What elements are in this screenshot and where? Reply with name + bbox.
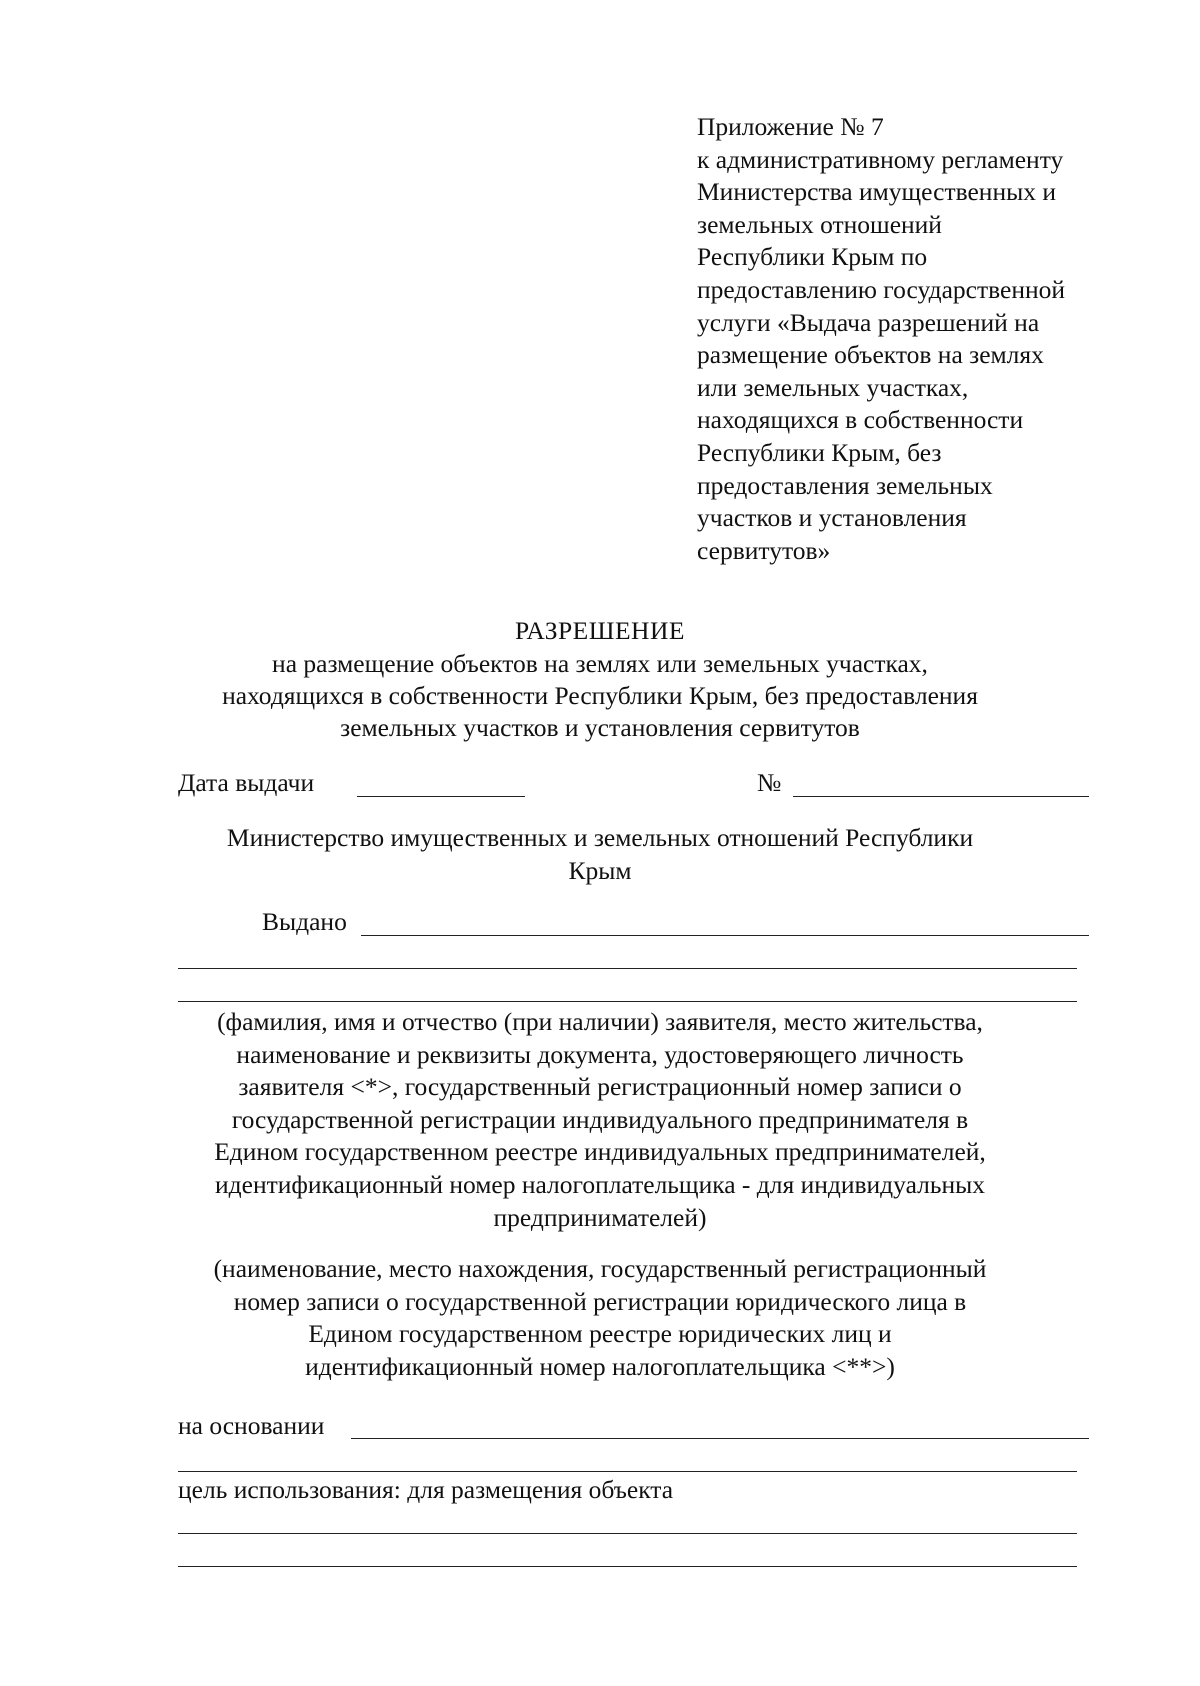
issue-date-label: Дата выдачи [178, 768, 315, 797]
appendix-line: земельных отношений [697, 209, 942, 239]
appendix-line: размещение объектов на землях [697, 340, 1044, 370]
basis-field[interactable] [351, 1438, 1089, 1439]
appendix-line: участков и установления [697, 503, 967, 533]
issued-to-label: Выдано [262, 907, 347, 936]
ministry-name-line: Министерство имущественных и земельных отношений Республики [226, 823, 974, 852]
document-subtitle-line: земельных участков и установления сервитутов [340, 713, 860, 742]
issued-to-field[interactable] [361, 935, 1089, 936]
note-line: заявителя <*>, государственный регистрационный номер записи о [238, 1072, 962, 1102]
appendix-line: Министерства имущественных и [697, 177, 1056, 207]
legal-entity-applicant-note [0, 1253, 1200, 1383]
appendix-line: Республики Крым, без [697, 437, 942, 467]
note-line: государственной регистрации индивидуального предпринимателя в [231, 1104, 969, 1134]
basis-field-line-2[interactable] [178, 1471, 1077, 1472]
note-line: предпринимателей) [493, 1202, 707, 1232]
document-subtitle-line: на размещение объектов на землях или земельных участках, [272, 649, 928, 678]
note-line: Едином государственном реестре юридических лиц и [308, 1319, 892, 1349]
usage-purpose-label: цель использования: для размещения объекта [178, 1475, 674, 1504]
appendix-line: Республики Крым по [697, 242, 928, 272]
permit-number-label: № [757, 768, 782, 797]
appendix-line: услуги «Выдача разрешений на [697, 307, 1040, 337]
note-line: идентификационный номер налогоплательщика <**>) [305, 1351, 895, 1381]
appendix-block [697, 111, 1065, 567]
usage-purpose-field[interactable] [178, 1533, 1077, 1534]
appendix-line: или земельных участках, [697, 372, 969, 402]
note-line: номер записи о государственной регистрации юридического лица в [233, 1286, 967, 1316]
appendix-line: Приложение № 7 [697, 112, 884, 141]
ministry-name-line: Крым [568, 856, 632, 885]
appendix-line: предоставлению государственной [697, 274, 1066, 304]
issue-date-field[interactable] [357, 796, 525, 797]
usage-purpose-field-line-2[interactable] [178, 1566, 1077, 1567]
document-title: РАЗРЕШЕНИЕ [515, 616, 685, 645]
issued-to-field-line-2[interactable] [178, 968, 1077, 969]
individual-applicant-note [0, 1006, 1200, 1234]
issued-to-field-line-3[interactable] [178, 1001, 1077, 1002]
document-subtitle-line: находящихся в собственности Республики Крым, без предоставления [222, 681, 978, 710]
appendix-line: сервитутов» [697, 535, 831, 565]
appendix-line: находящихся в собственности [697, 405, 1024, 435]
note-line: (фамилия, имя и отчество (при наличии) заявителя, место жительства, [217, 1007, 983, 1036]
appendix-line: предоставления земельных [697, 470, 993, 500]
basis-label: на основании [178, 1411, 325, 1440]
note-line: идентификационный номер налогоплательщика - для индивидуальных [215, 1169, 985, 1199]
note-line: (наименование, место нахождения, государственный регистрационный [213, 1254, 987, 1283]
note-line: наименование и реквизиты документа, удостоверяющего личность [236, 1039, 964, 1069]
note-line: Едином государственном реестре индивидуальных предпринимателей, [214, 1137, 986, 1167]
appendix-line: к административному регламенту [697, 144, 1064, 174]
permit-number-field[interactable] [793, 796, 1089, 797]
